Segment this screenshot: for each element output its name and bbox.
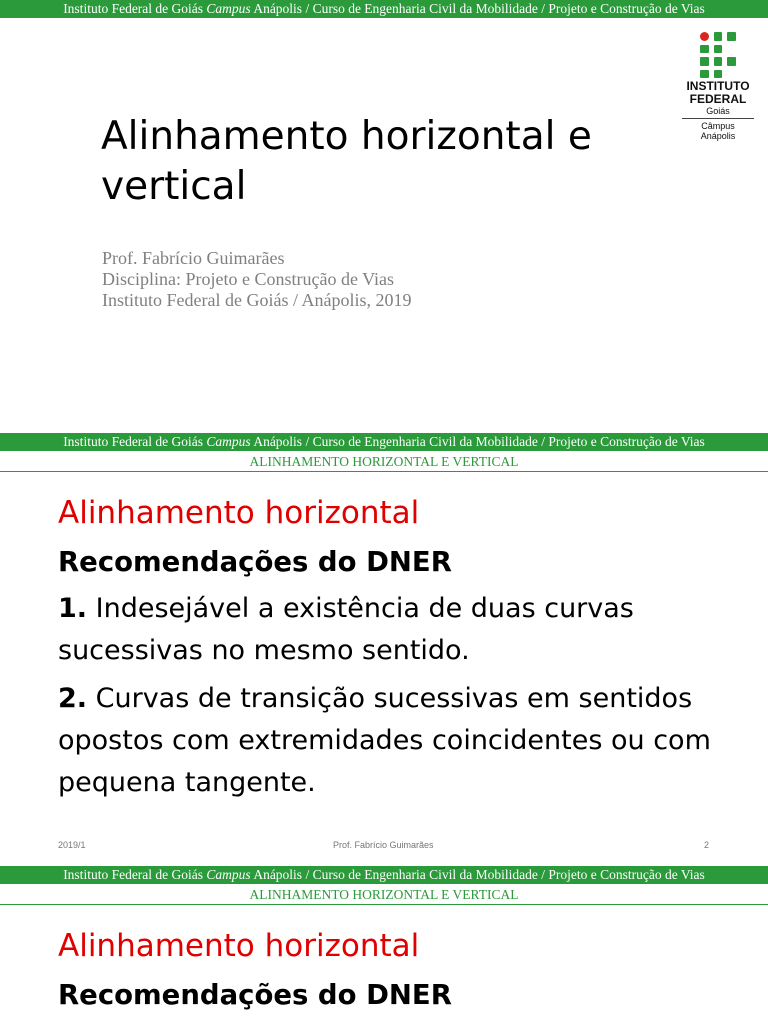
slide-3 [0,865,768,1024]
presentation-meta [102,248,411,311]
slide-2 [0,432,768,864]
slide-subheading: Recomendações do DNER [58,979,452,1011]
footer-page-number: 2 [704,840,710,850]
slide-heading: Alinhamento horizontal [58,928,420,964]
item-number: 1. [58,593,88,624]
author-line: Prof. Fabrício Guimarães [102,248,285,268]
banner-campus: Campus [206,867,251,882]
footer-author: Prof. Fabrício Guimarães [333,840,434,850]
institution-banner [0,0,768,18]
recommendation-item [58,588,748,672]
ifg-logo [680,30,756,150]
recommendation-item [58,678,748,804]
section-subheader: ALINHAMENTO HORIZONTAL E VERTICAL [0,886,768,905]
institution-banner [0,866,768,884]
logo-text-campus [680,121,756,141]
logo-text-campus-label: Câmpus [701,121,735,131]
footer-date: 2019/1 [58,840,86,850]
banner-campus: Campus [206,1,251,16]
banner-campus: Campus [206,434,251,449]
slide-1 [0,0,768,432]
institution-banner [0,433,768,451]
slide-heading: Alinhamento horizontal [58,495,420,531]
item-text: Indesejável a existência de duas curvas sucessivas no mesmo sentido. [58,593,634,666]
banner-prefix: Instituto Federal de Goiás [63,867,207,882]
item-number: 2. [58,683,88,714]
presentation-title [101,112,661,212]
logo-text-goias: Goiás [706,106,730,116]
slide-subheading: Recomendações do DNER [58,546,452,578]
logo-text-instituto: INSTITUTO [686,79,750,93]
institution-line: Instituto Federal de Goiás / Anápolis, 2019 [102,290,412,310]
discipline-line: Disciplina: Projeto e Construção de Vias [102,269,395,289]
title-line-1: Alinhamento horizontal e [101,114,592,159]
ifg-logo-mark-icon [700,32,736,78]
logo-text-federal: FEDERAL [689,92,747,106]
banner-prefix: Instituto Federal de Goiás [63,434,207,449]
title-line-2: vertical [101,164,247,209]
banner-suffix: Anápolis / Curso de Engenharia Civil da Mobilidade / Projeto e Construção de Vias [250,434,705,449]
logo-divider [682,118,754,119]
item-text: Curvas de transição sucessivas em sentidos opostos com extremidades coincidentes ou com pequena tangente. [58,683,711,798]
banner-suffix: Anápolis / Curso de Engenharia Civil da Mobilidade / Projeto e Construção de Vias [250,867,705,882]
section-subheader: ALINHAMENTO HORIZONTAL E VERTICAL [0,453,768,472]
banner-prefix: Instituto Federal de Goiás [63,1,207,16]
banner-suffix: Anápolis / Curso de Engenharia Civil da Mobilidade / Projeto e Construção de Vias [250,1,705,16]
logo-text-campus-city: Anápolis [700,131,736,141]
